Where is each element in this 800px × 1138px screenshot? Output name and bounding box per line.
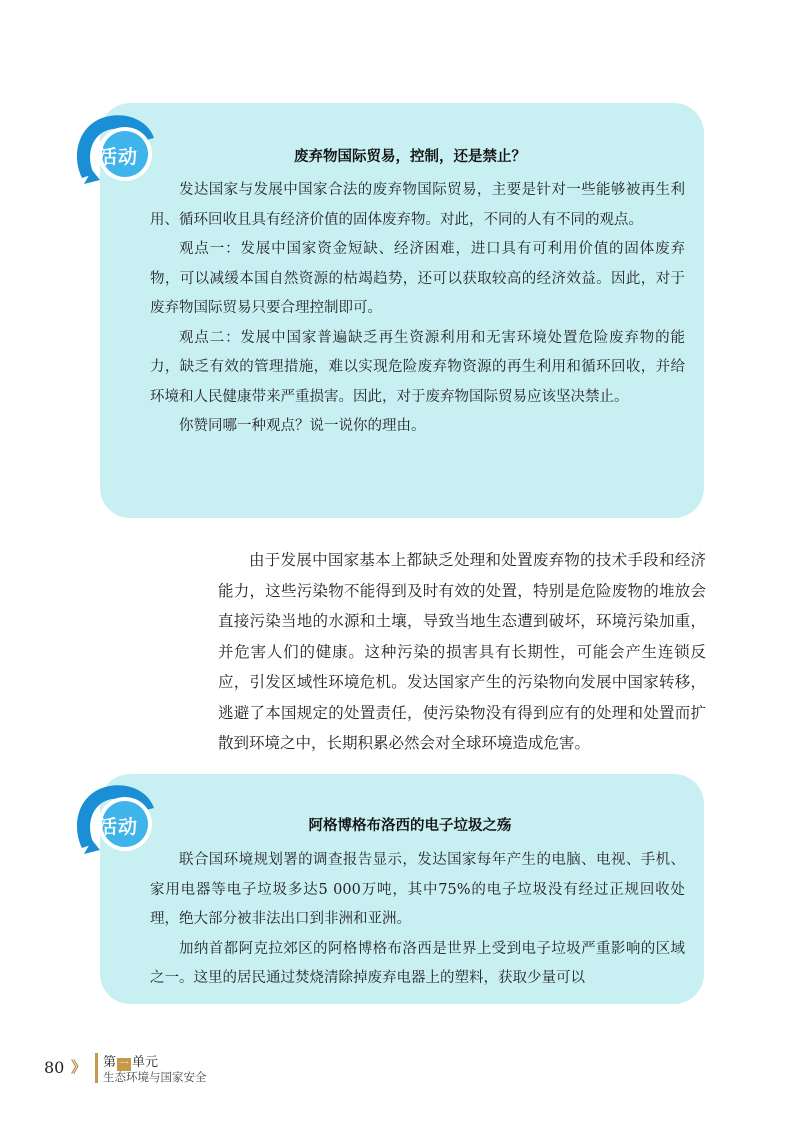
- page-number: 80: [44, 1058, 65, 1077]
- unit-suffix: 单元: [132, 1055, 159, 1070]
- body-paragraph: 由于发展中国家基本上都缺乏处理和处置废弃物的技术手段和经济能力，这些污染物不能得到及时有效的处置，特别是危险废物的堆放会直接污染当地的水源和土壤，导致当地生态遭到破坏，环境污染加重，并危害人们的健康。这种污染的损害具有长期性，可能会产生连锁反应，引发区域性环境危机。发达国家产生的污染物向发展中国家转移，逃避了本国规定的处置责任，使污染物没有得到应有的处理和处置而扩散到环境之中，长期积累必然会对全球环境造成危害。: [218, 551, 706, 752]
- paragraph: 观点一：发展中国家资金短缺、经济困难，进口具有可利用价值的固体废弃物，可以减缓本国自然资源的枯竭趋势，还可以获取较高的经济效益。因此，对于废弃物国际贸易只要合理控制即可。: [150, 241, 685, 316]
- paragraph: 你赞同哪一种观点？说一说你的理由。: [179, 418, 426, 434]
- footer-divider: [95, 1053, 98, 1083]
- activity-badge-2: [70, 778, 162, 870]
- unit-title: 生态环境与国家安全: [103, 1070, 207, 1084]
- paragraph: 联合国环境规划署的调查报告显示，发达国家每年产生的电脑、电视、手机、家用电器等电子垃圾多达5 000万吨，其中75%的电子垃圾没有经过正规回收处理，绝大部分被非法出口到非洲和亚洲。: [150, 852, 685, 927]
- paragraph: 观点二：发展中国家普遍缺乏再生资源利用和无害环境处置危险废弃物的能力，缺乏有效的管理措施，难以实现危险废弃物资源的再生利用和循环回收，并给环境和人民健康带来严重损害。因此，对于废弃物国际贸易应该坚决禁止。: [150, 329, 685, 405]
- chevron-right-icon: 》: [71, 1058, 87, 1076]
- activity-badge-label: 活动: [98, 816, 139, 838]
- activity-title: 废弃物国际贸易，控制，还是禁止？: [294, 149, 526, 165]
- unit-prefix: 第: [103, 1055, 117, 1070]
- activity-badge-label: 活动: [98, 146, 139, 168]
- activity-body: [150, 846, 685, 994]
- activity-body: [150, 176, 685, 442]
- unit-label: [103, 1051, 158, 1071]
- activity-badge-1: [70, 108, 162, 200]
- paragraph: 发达国家与发展中国家合法的废弃物国际贸易，主要是针对一些能够被再生利用、循环回收且具有经济价值的固体废弃物。对此，不同的人有不同的观点。: [150, 182, 685, 228]
- paragraph: 加纳首都阿克拉郊区的阿格博格布洛西是世界上受到电子垃圾严重影响的区域之一。这里的居民通过焚烧清除掉废弃电器上的塑料，获取少量可以: [150, 940, 685, 986]
- unit-number: 一: [119, 1059, 130, 1070]
- activity-title: 阿格博格布洛西的电子垃圾之殇: [308, 818, 512, 834]
